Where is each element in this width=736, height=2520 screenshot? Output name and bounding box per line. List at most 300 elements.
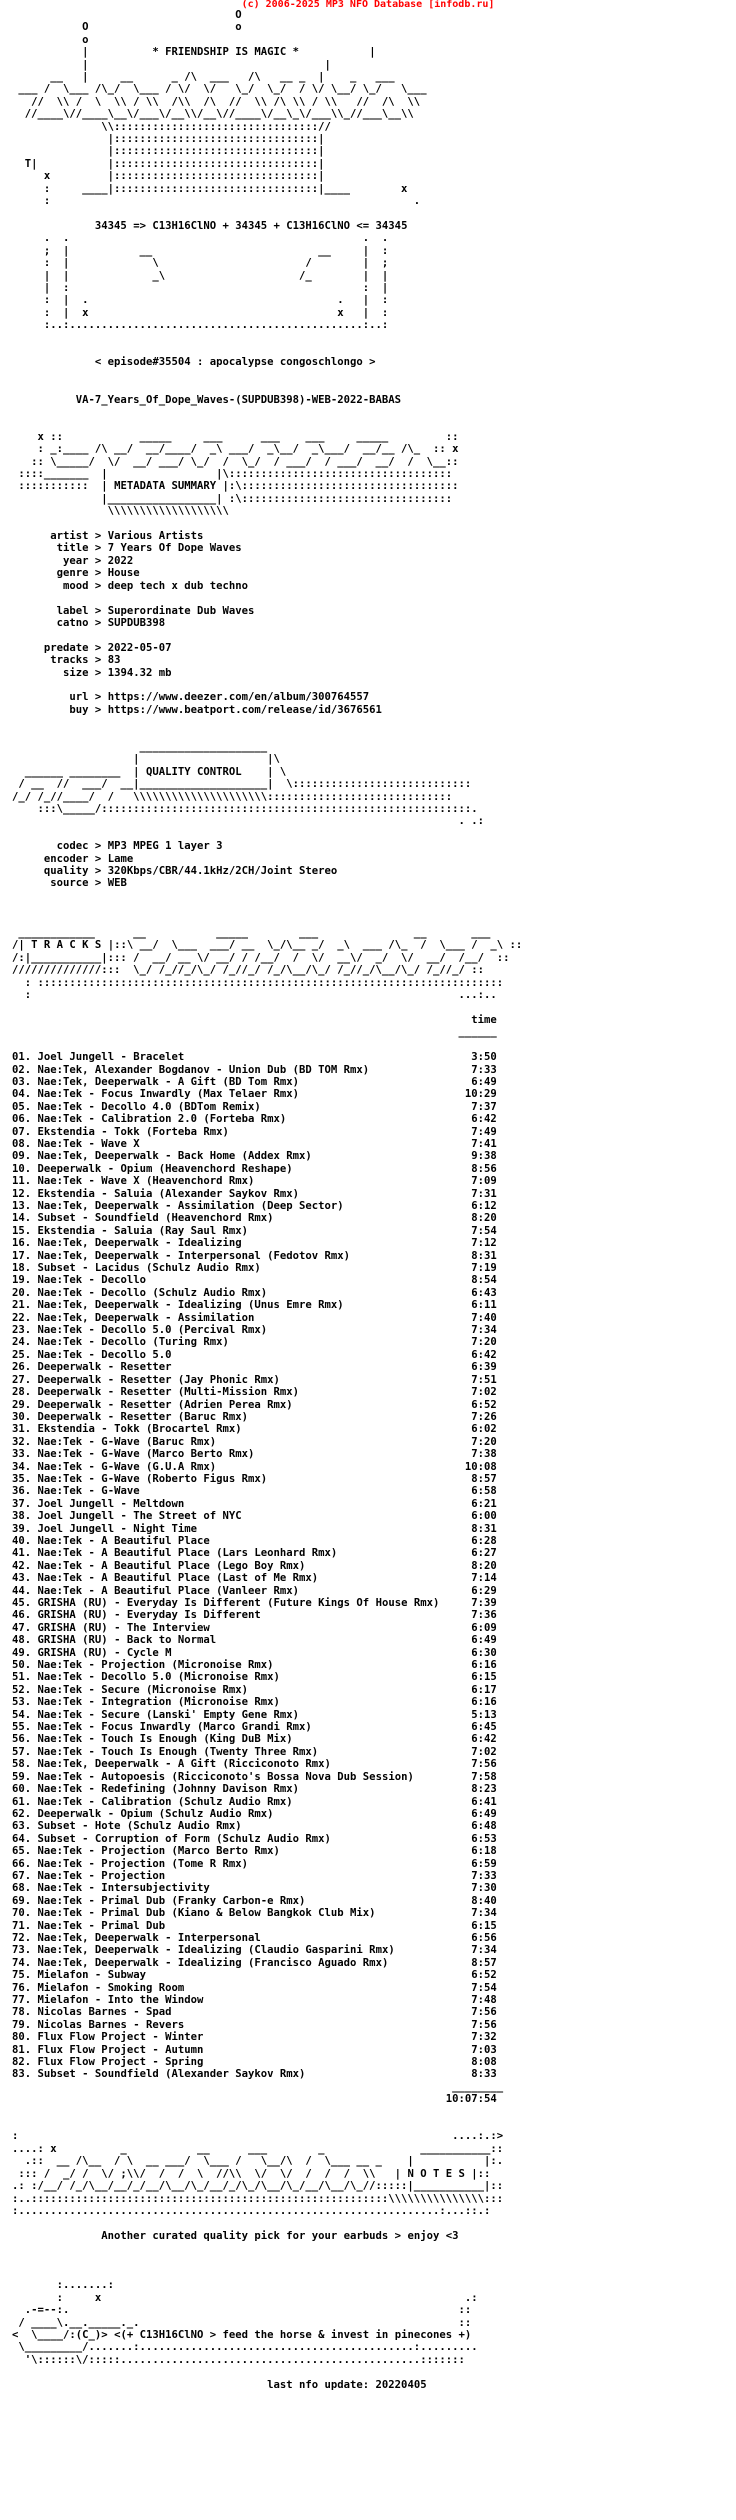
track-row: 83. Subset - Soundfield (Alexander Saykov Rmx) 8:33 xyxy=(12,2068,497,2081)
track-time: 7:56 xyxy=(471,2006,497,2019)
metadata-value: Various Artists xyxy=(107,530,204,543)
track-title: Nae:Tek, Deeperwalk - Assimilation (Deep Sector) xyxy=(37,1200,344,1212)
track-number: 73 xyxy=(12,1944,25,1957)
track-time: 7:56 xyxy=(471,2018,497,2031)
metadata-value: deep tech x dub techno xyxy=(107,579,249,592)
track-title: Nae:Tek - Touch Is Enough (Twenty Three Rmx) xyxy=(37,1745,319,1758)
track-time: 7:09 xyxy=(471,1175,497,1188)
time-header: time xyxy=(471,1013,497,1026)
track-time: 8:31 xyxy=(471,1522,497,1535)
track-time: 6:00 xyxy=(471,1510,497,1523)
track-title: Nae:Tek, Deeperwalk - Interpersonal (Fedotov Rmx) xyxy=(37,1249,351,1262)
track-title: Nae:Tek - Wave X (Heavenchord Rmx) xyxy=(37,1175,255,1188)
track-title: GRISHA (RU) - Cycle M xyxy=(37,1646,172,1659)
track-time: 7:31 xyxy=(471,1187,497,1200)
track-title: Subset - Hote (Schulz Audio Rmx) xyxy=(37,1820,242,1833)
track-time: 7:34 xyxy=(471,1907,497,1920)
track-title: Nae:Tek - Projection (Micronoise Rmx) xyxy=(37,1659,274,1672)
track-number: 09 xyxy=(12,1150,25,1163)
track-row: 47. GRISHA (RU) - The Interview 6:09 xyxy=(12,1621,497,1634)
track-row: 03. Nae:Tek, Deeperwalk - A Gift (BD Tom Rmx) 6:49 xyxy=(12,1075,497,1088)
track-row: 63. Subset - Hote (Schulz Audio Rmx) 6:48 xyxy=(12,1820,497,1833)
track-title: Nae:Tek, Deeperwalk - Back Home (Addex Rmx) xyxy=(37,1150,312,1163)
track-row: 76. Mielafon - Smoking Room 7:54 xyxy=(12,1981,497,1994)
track-time: 6:28 xyxy=(471,1534,497,1547)
track-number: 35 xyxy=(12,1472,25,1485)
track-number: 39 xyxy=(12,1522,25,1535)
track-time: 7:58 xyxy=(471,1770,497,1783)
track-row: 20. Nae:Tek - Decollo (Schulz Audio Rmx) 6:43 xyxy=(12,1286,497,1299)
track-number: 80 xyxy=(12,2031,25,2044)
track-number: 32 xyxy=(12,1435,25,1448)
track-number: 52 xyxy=(12,1683,25,1696)
track-title: Nae:Tek - Redefining (Johnny Davison Rmx) xyxy=(37,1783,300,1796)
track-row: 69. Nae:Tek - Primal Dub (Franky Carbon-e Rmx) 8:40 xyxy=(12,1894,497,1907)
track-title: Nae:Tek - G-Wave (Marco Berto Rmx) xyxy=(37,1448,255,1461)
track-row: 19. Nae:Tek - Decollo 8:54 xyxy=(12,1274,497,1287)
track-row: 13. Nae:Tek, Deeperwalk - Assimilation (Deep Sector) 6:12 xyxy=(12,1200,497,1212)
track-number: 23 xyxy=(12,1324,25,1337)
track-number: 29 xyxy=(12,1398,25,1411)
track-time: 7:49 xyxy=(471,1125,497,1138)
track-title: GRISHA (RU) - Everyday Is Different (Future Kings Of House Rmx) xyxy=(37,1597,440,1609)
metadata-value: https://www.beatport.com/release/id/3676561 xyxy=(107,703,382,716)
track-row: 74. Nae:Tek, Deeperwalk - Idealizing (Francisco Aguado Rmx) 8:57 xyxy=(12,1956,497,1969)
track-title: Nicolas Barnes - Revers xyxy=(37,2018,185,2031)
track-row: 28. Deeperwalk - Resetter (Multi-Mission Rmx) 7:02 xyxy=(12,1386,497,1399)
notes-text: Another curated quality pick for your earbuds > enjoy <3 xyxy=(101,2229,459,2242)
track-number: 12 xyxy=(12,1187,25,1200)
metadata-key: url xyxy=(12,691,89,704)
track-row: 06. Nae:Tek - Calibration 2.0 (Forteba Rmx) 6:42 xyxy=(12,1113,497,1126)
track-number: 83 xyxy=(12,2068,25,2081)
track-row: 23. Nae:Tek - Decollo 5.0 (Percival Rmx) 7:34 xyxy=(12,1324,497,1337)
track-time: 6:11 xyxy=(471,1299,497,1312)
track-row: 52. Nae:Tek - Secure (Micronoise Rmx) 6:17 xyxy=(12,1683,497,1696)
track-title: GRISHA (RU) - The Interview xyxy=(37,1621,210,1634)
metadata-row: buy > https://www.beatport.com/release/id/3676561 xyxy=(12,703,382,716)
track-number: 71 xyxy=(12,1919,25,1932)
track-title: Deeperwalk - Resetter (Jay Phonic Rmx) xyxy=(37,1373,280,1386)
track-time: 8:08 xyxy=(471,2056,497,2069)
track-time: 8:20 xyxy=(471,1559,497,1572)
section-tracks: T R A C K S xyxy=(31,939,102,952)
track-time: 8:23 xyxy=(471,1783,497,1796)
track-title: Nae:Tek - A Beautiful Place (Last of Me Rmx) xyxy=(37,1572,319,1585)
track-number: 77 xyxy=(12,1994,25,2006)
track-time: 6:21 xyxy=(471,1497,497,1510)
track-number: 41 xyxy=(12,1547,25,1560)
track-row: 18. Subset - Lacidus (Schulz Audio Rmx) 7:19 xyxy=(12,1262,497,1275)
track-number: 56 xyxy=(12,1733,25,1746)
track-time: 6:43 xyxy=(471,1286,497,1299)
track-time: 7:20 xyxy=(471,1435,497,1448)
track-title: Nae:Tek - Decollo 5.0 (Percival Rmx) xyxy=(37,1324,268,1337)
track-row: 22. Nae:Tek, Deeperwalk - Assimilation 7:40 xyxy=(12,1311,497,1324)
metadata-key: year xyxy=(12,554,89,567)
track-number: 02 xyxy=(12,1063,25,1076)
track-title: Joel Jungell - Meltdown xyxy=(37,1497,185,1510)
track-time: 6:02 xyxy=(471,1423,497,1436)
section-metadata: METADATA SUMMARY xyxy=(114,480,217,493)
track-number: 31 xyxy=(12,1423,25,1436)
track-title: Nae:Tek - Decollo (Schulz Audio Rmx) xyxy=(37,1286,268,1299)
metadata-row: title > 7 Years Of Dope Waves xyxy=(12,542,242,555)
metadata-value: 1394.32 mb xyxy=(107,666,172,679)
track-row: 35. Nae:Tek - G-Wave (Roberto Figus Rmx) 8:57 xyxy=(12,1472,497,1485)
track-title: Nae:Tek - G-Wave (Roberto Figus Rmx) xyxy=(37,1472,268,1485)
track-row: 29. Deeperwalk - Resetter (Adrien Perea Rmx) 6:52 xyxy=(12,1398,497,1411)
track-time: 8:56 xyxy=(471,1162,497,1175)
metadata-row: year > 2022 xyxy=(12,554,134,567)
track-row: 41. Nae:Tek - A Beautiful Place (Lars Leonhard Rmx) 6:27 xyxy=(12,1547,497,1560)
track-number: 53 xyxy=(12,1696,25,1709)
track-row: 43. Nae:Tek - A Beautiful Place (Last of Me Rmx) 7:14 xyxy=(12,1572,497,1585)
track-title: Joel Jungell - Night Time xyxy=(37,1522,197,1535)
track-row: 71. Nae:Tek - Primal Dub 6:15 xyxy=(12,1919,497,1932)
track-number: 17 xyxy=(12,1249,25,1262)
track-title: Nae:Tek - Decollo 4.0 (BDTom Remix) xyxy=(37,1100,261,1113)
track-number: 54 xyxy=(12,1708,25,1721)
track-title: Mielafon - Subway xyxy=(37,1969,146,1982)
track-time: 7:14 xyxy=(471,1572,497,1585)
track-time: 7:02 xyxy=(471,1745,497,1758)
track-number: 21 xyxy=(12,1299,25,1312)
track-title: Flux Flow Project - Spring xyxy=(37,2056,204,2069)
track-number: 76 xyxy=(12,1981,25,1994)
track-title: Deeperwalk - Resetter xyxy=(37,1361,172,1374)
track-row: 24. Nae:Tek - Decollo (Turing Rmx) 7:20 xyxy=(12,1336,497,1349)
track-time: 6:09 xyxy=(471,1621,497,1634)
track-row: 51. Nae:Tek - Decollo 5.0 (Micronoise Rmx) 6:15 xyxy=(12,1671,497,1684)
track-row: 66. Nae:Tek - Projection (Tome R Rmx) 6:59 xyxy=(12,1857,497,1870)
track-row: 59. Nae:Tek - Autopoesis (Ricciconoto's Bossa Nova Dub Session) 7:58 xyxy=(12,1770,497,1783)
track-number: 08 xyxy=(12,1137,25,1150)
metadata-value: SUPDUB398 xyxy=(107,616,166,629)
track-time: 7:32 xyxy=(471,2031,497,2044)
track-row: 44. Nae:Tek - A Beautiful Place (Vanleer Rmx) 6:29 xyxy=(12,1584,497,1597)
track-time: 7:56 xyxy=(471,1758,497,1771)
track-row: 56. Nae:Tek - Touch Is Enough (King DuB Mix) 6:42 xyxy=(12,1733,497,1746)
track-row: 07. Ekstendia - Tokk (Forteba Rmx) 7:49 xyxy=(12,1125,497,1138)
track-number: 14 xyxy=(12,1212,25,1225)
track-time: 8:54 xyxy=(471,1274,497,1287)
metadata-row: catno > SUPDUB398 xyxy=(12,616,166,629)
track-title: Mielafon - Smoking Room xyxy=(37,1981,185,1994)
track-title: Ekstendia - Tokk (Forteba Rmx) xyxy=(37,1125,229,1138)
track-row: 40. Nae:Tek - A Beautiful Place 6:28 xyxy=(12,1534,497,1547)
track-time: 6:56 xyxy=(471,1931,497,1944)
track-row: 64. Subset - Corruption of Form (Schulz Audio Rmx) 6:53 xyxy=(12,1832,497,1845)
track-row: 46. GRISHA (RU) - Everyday Is Different 7:36 xyxy=(12,1609,497,1622)
track-row: 36. Nae:Tek - G-Wave 6:58 xyxy=(12,1485,497,1498)
track-number: 59 xyxy=(12,1770,25,1783)
track-row: 45. GRISHA (RU) - Everyday Is Different (Future Kings Of House Rmx) 7:39 xyxy=(12,1597,497,1609)
quality-key: quality xyxy=(12,865,89,878)
track-number: 38 xyxy=(12,1510,25,1523)
metadata-row: url > https://www.deezer.com/en/album/300764557 xyxy=(12,691,370,704)
track-time: 7:39 xyxy=(471,1597,497,1609)
track-title: Nae:Tek - Focus Inwardly (Max Telaer Rmx) xyxy=(37,1088,300,1101)
track-title: GRISHA (RU) - Back to Normal xyxy=(37,1634,217,1647)
track-title: Deeperwalk - Opium (Schulz Audio Rmx) xyxy=(37,1807,274,1820)
track-row: 27. Deeperwalk - Resetter (Jay Phonic Rmx) 7:51 xyxy=(12,1373,497,1386)
track-time: 7:41 xyxy=(471,1137,497,1150)
track-row: 38. Joel Jungell - The Street of NYC 6:00 xyxy=(12,1510,497,1523)
track-row: 42. Nae:Tek - A Beautiful Place (Lego Boy Rmx) 8:20 xyxy=(12,1559,497,1572)
track-row: 34. Nae:Tek - G-Wave (G.U.A Rmx) 10:08 xyxy=(12,1460,497,1473)
track-time: 7:34 xyxy=(471,1324,497,1337)
track-number: 18 xyxy=(12,1262,25,1275)
track-number: 50 xyxy=(12,1659,25,1672)
track-number: 64 xyxy=(12,1832,25,1845)
track-title: Nae:Tek - Decollo 5.0 xyxy=(37,1348,172,1361)
metadata-value: House xyxy=(107,567,140,580)
track-title: Joel Jungell - Bracelet xyxy=(37,1051,185,1064)
track-title: Nae:Tek - G-Wave (Baruc Rmx) xyxy=(37,1435,217,1448)
metadata-value: 7 Years Of Dope Waves xyxy=(107,542,242,555)
track-number: 36 xyxy=(12,1485,25,1498)
track-row: 26. Deeperwalk - Resetter 6:39 xyxy=(12,1361,497,1374)
track-row: 14. Subset - Soundfield (Heavenchord Rmx) 8:20 xyxy=(12,1212,497,1225)
track-row: 78. Nicolas Barnes - Spad 7:56 xyxy=(12,2006,497,2019)
metadata-row: genre > House xyxy=(12,567,140,580)
quality-key: source xyxy=(12,877,89,890)
track-time: 6:58 xyxy=(471,1485,497,1498)
track-row: 17. Nae:Tek, Deeperwalk - Interpersonal (Fedotov Rmx) 8:31 xyxy=(12,1249,497,1262)
track-row: 33. Nae:Tek - G-Wave (Marco Berto Rmx) 7:38 xyxy=(12,1448,497,1461)
track-time: 6:12 xyxy=(471,1200,497,1212)
track-number: 72 xyxy=(12,1931,25,1944)
track-title: Nae:Tek - Projection (Marco Berto Rmx) xyxy=(37,1845,280,1858)
track-row: 79. Nicolas Barnes - Revers 7:56 xyxy=(12,2018,497,2031)
track-number: 22 xyxy=(12,1311,25,1324)
track-row: 61. Nae:Tek - Calibration (Schulz Audio Rmx) 6:41 xyxy=(12,1795,497,1808)
track-number: 47 xyxy=(12,1621,25,1634)
track-title: Ekstendia - Tokk (Brocartel Rmx) xyxy=(37,1423,242,1436)
track-number: 75 xyxy=(12,1969,25,1982)
track-time: 7:34 xyxy=(471,1944,497,1957)
track-time: 7:40 xyxy=(471,1311,497,1324)
metadata-key: size xyxy=(12,666,89,679)
footer-update: last nfo update: 20220405 xyxy=(267,2378,427,2391)
track-title: Subset - Lacidus (Schulz Audio Rmx) xyxy=(37,1262,261,1275)
track-number: 81 xyxy=(12,2043,25,2056)
track-title: Nae:Tek - Integration (Micronoise Rmx) xyxy=(37,1696,280,1709)
quality-value: WEB xyxy=(107,877,127,890)
track-title: Nae:Tek, Deeperwalk - Idealizing xyxy=(37,1237,242,1250)
track-time: 6:59 xyxy=(471,1857,497,1870)
track-title: Ekstendia - Saluia (Ray Saul Rmx) xyxy=(37,1224,249,1237)
track-time: 7:51 xyxy=(471,1373,497,1386)
track-number: 74 xyxy=(12,1956,25,1969)
track-number: 66 xyxy=(12,1857,25,1870)
track-row: 77. Mielafon - Into the Window 7:48 xyxy=(12,1994,497,2006)
track-time: 6:18 xyxy=(471,1845,497,1858)
track-time: 6:42 xyxy=(471,1733,497,1746)
track-time: 7:19 xyxy=(471,1262,497,1275)
track-row: 31. Ekstendia - Tokk (Brocartel Rmx) 6:02 xyxy=(12,1423,497,1436)
track-time: 7:38 xyxy=(471,1448,497,1461)
track-time: 7:36 xyxy=(471,1609,497,1622)
track-number: 49 xyxy=(12,1646,25,1659)
track-title: Deeperwalk - Opium (Heavenchord Reshape) xyxy=(37,1162,293,1175)
track-row: 10. Deeperwalk - Opium (Heavenchord Reshape) 8:56 xyxy=(12,1162,497,1175)
track-number: 40 xyxy=(12,1534,25,1547)
track-number: 44 xyxy=(12,1584,25,1597)
track-row: 09. Nae:Tek, Deeperwalk - Back Home (Addex Rmx) 9:38 xyxy=(12,1150,497,1163)
track-title: Nae:Tek, Deeperwalk - Interpersonal xyxy=(37,1931,261,1944)
track-time: 8:57 xyxy=(471,1472,497,1485)
track-row: 65. Nae:Tek - Projection (Marco Berto Rmx) 6:18 xyxy=(12,1845,497,1858)
track-title: Joel Jungell - The Street of NYC xyxy=(37,1510,242,1523)
footer-tagline: <(+ C13H16ClNO > feed the horse & invest in pinecones +) xyxy=(114,2328,472,2341)
metadata-key: genre xyxy=(12,567,89,580)
track-title: Nae:Tek, Deeperwalk - A Gift (Ricciconoto Rmx) xyxy=(37,1758,331,1771)
track-number: 61 xyxy=(12,1795,25,1808)
track-time: 9:38 xyxy=(471,1150,497,1163)
track-row: 30. Deeperwalk - Resetter (Baruc Rmx) 7:26 xyxy=(12,1410,497,1423)
track-title: Nae:Tek - G-Wave (G.U.A Rmx) xyxy=(37,1460,217,1473)
track-time: 6:17 xyxy=(471,1683,497,1696)
track-time: 6:48 xyxy=(471,1820,497,1833)
quality-key: codec xyxy=(12,840,89,853)
track-number: 06 xyxy=(12,1113,25,1126)
track-number: 68 xyxy=(12,1882,25,1895)
metadata-row: artist > Various Artists xyxy=(12,530,204,543)
track-title: Subset - Soundfield (Alexander Saykov Rmx) xyxy=(37,2068,306,2081)
track-time: 10:29 xyxy=(464,1088,497,1101)
track-row: 08. Nae:Tek - Wave X 7:41 xyxy=(12,1137,497,1150)
track-time: 7:20 xyxy=(471,1336,497,1349)
track-number: 69 xyxy=(12,1894,25,1907)
quality-row: source > WEB xyxy=(12,877,127,890)
track-title: Nae:Tek - Projection xyxy=(37,1869,166,1882)
track-title: Nae:Tek - Calibration 2.0 (Forteba Rmx) xyxy=(37,1113,287,1126)
track-time: 7:48 xyxy=(471,1994,497,2006)
track-time: 7:37 xyxy=(471,1100,497,1113)
track-time: 6:30 xyxy=(471,1646,497,1659)
track-time: 6:42 xyxy=(471,1113,497,1126)
track-row: 37. Joel Jungell - Meltdown 6:21 xyxy=(12,1497,497,1510)
track-number: 10 xyxy=(12,1162,25,1175)
release-name: VA-7_Years_Of_Dope_Waves-(SUPDUB398)-WEB-2022-BABAS xyxy=(75,393,402,406)
track-time: 6:41 xyxy=(471,1795,497,1808)
track-row: 11. Nae:Tek - Wave X (Heavenchord Rmx) 7:09 xyxy=(12,1175,497,1188)
metadata-key: artist xyxy=(12,530,89,543)
metadata-key: tracks xyxy=(12,654,89,667)
track-number: 03 xyxy=(12,1075,25,1088)
track-title: Nae:Tek - A Beautiful Place (Lars Leonhard Rmx) xyxy=(37,1547,338,1560)
track-row: 60. Nae:Tek - Redefining (Johnny Davison Rmx) 8:23 xyxy=(12,1783,497,1796)
track-row: 70. Nae:Tek - Primal Dub (Kiano & Below Bangkok Club Mix) 7:34 xyxy=(12,1907,497,1920)
track-number: 28 xyxy=(12,1386,25,1399)
track-number: 65 xyxy=(12,1845,25,1858)
track-row: 15. Ekstendia - Saluia (Ray Saul Rmx) 7:54 xyxy=(12,1224,497,1237)
track-time: 8:40 xyxy=(471,1894,497,1907)
track-time: 6:29 xyxy=(471,1584,497,1597)
group-line: 34345 => C13H16ClNO + 34345 + C13H16ClNO <= 34345 xyxy=(94,219,408,232)
track-number: 15 xyxy=(12,1224,25,1237)
metadata-row: size > 1394.32 mb xyxy=(12,666,172,679)
track-number: 25 xyxy=(12,1348,25,1361)
track-number: 30 xyxy=(12,1410,25,1423)
track-title: Deeperwalk - Resetter (Adrien Perea Rmx) xyxy=(37,1398,293,1411)
track-number: 78 xyxy=(12,2006,25,2019)
track-row: 55. Nae:Tek - Focus Inwardly (Marco Grandi Rmx) 6:45 xyxy=(12,1721,497,1734)
track-number: 57 xyxy=(12,1745,25,1758)
track-title: Nae:Tek - Secure (Lanski' Empty Gene Rmx) xyxy=(37,1708,300,1721)
track-row: 73. Nae:Tek, Deeperwalk - Idealizing (Claudio Gasparini Rmx) 7:34 xyxy=(12,1944,497,1957)
track-row: 53. Nae:Tek - Integration (Micronoise Rmx) 6:16 xyxy=(12,1696,497,1709)
track-title: Flux Flow Project - Autumn xyxy=(37,2043,204,2056)
track-row: 81. Flux Flow Project - Autumn 7:03 xyxy=(12,2043,497,2056)
metadata-key: catno xyxy=(12,616,89,629)
track-title: Deeperwalk - Resetter (Baruc Rmx) xyxy=(37,1410,249,1423)
top-banner: * FRIENDSHIP IS MAGIC * xyxy=(152,46,300,59)
track-row: 21. Nae:Tek, Deeperwalk - Idealizing (Unus Emre Rmx) 6:11 xyxy=(12,1299,497,1312)
track-number: 20 xyxy=(12,1286,25,1299)
track-title: Subset - Corruption of Form (Schulz Audio Rmx) xyxy=(37,1832,331,1845)
track-time: 6:52 xyxy=(471,1969,497,1982)
metadata-value: 2022-05-07 xyxy=(107,641,172,654)
track-title: Nae:Tek - Primal Dub (Franky Carbon-e Rmx) xyxy=(37,1894,306,1907)
quality-row: codec > MP3 MPEG 1 layer 3 xyxy=(12,840,223,853)
quality-value: 320Kbps/CBR/44.1kHz/2CH/Joint Stereo xyxy=(107,865,338,878)
metadata-row: label > Superordinate Dub Waves xyxy=(12,604,255,617)
quality-value: Lame xyxy=(107,852,134,865)
track-row: 12. Ekstendia - Saluia (Alexander Saykov Rmx) 7:31 xyxy=(12,1187,497,1200)
track-title: Flux Flow Project - Winter xyxy=(37,2031,204,2044)
track-time: 6:49 xyxy=(471,1807,497,1820)
track-number: 79 xyxy=(12,2018,25,2031)
track-number: 48 xyxy=(12,1634,25,1647)
track-number: 45 xyxy=(12,1597,25,1609)
track-row: 58. Nae:Tek, Deeperwalk - A Gift (Ricciconoto Rmx) 7:56 xyxy=(12,1758,497,1771)
track-number: 62 xyxy=(12,1807,25,1820)
episode-line: < episode#35504 : apocalypse congoschlongo > xyxy=(94,356,376,369)
track-title: Nae:Tek - Wave X xyxy=(37,1137,140,1150)
track-title: Ekstendia - Saluia (Alexander Saykov Rmx) xyxy=(37,1187,300,1200)
track-title: Nae:Tek - A Beautiful Place (Vanleer Rmx) xyxy=(37,1584,300,1597)
metadata-value: https://www.deezer.com/en/album/300764557 xyxy=(107,691,370,704)
track-number: 67 xyxy=(12,1869,25,1882)
track-time: 6:39 xyxy=(471,1361,497,1374)
track-row: 16. Nae:Tek, Deeperwalk - Idealizing 7:12 xyxy=(12,1237,497,1250)
track-title: Nae:Tek, Deeperwalk - Idealizing (Unus Emre Rmx) xyxy=(37,1299,344,1312)
track-row: 02. Nae:Tek, Alexander Bogdanov - Union Dub (BD TOM Rmx) 7:33 xyxy=(12,1063,497,1076)
track-time: 6:16 xyxy=(471,1696,497,1709)
metadata-key: mood xyxy=(12,579,89,592)
track-number: 13 xyxy=(12,1200,25,1212)
section-notes: N O T E S xyxy=(407,2167,465,2180)
track-title: Nicolas Barnes - Spad xyxy=(37,2006,172,2019)
track-title: Subset - Soundfield (Heavenchord Rmx) xyxy=(37,1212,274,1225)
track-number: 19 xyxy=(12,1274,25,1287)
track-title: Deeperwalk - Resetter (Multi-Mission Rmx) xyxy=(37,1386,300,1399)
track-title: Nae:Tek, Alexander Bogdanov - Union Dub (BD TOM Rmx) xyxy=(37,1063,370,1076)
track-title: Nae:Tek, Deeperwalk - Assimilation xyxy=(37,1311,255,1324)
track-title: Nae:Tek, Deeperwalk - Idealizing (Claudio Gasparini Rmx) xyxy=(37,1944,395,1957)
track-number: 37 xyxy=(12,1497,25,1510)
track-number: 60 xyxy=(12,1783,25,1796)
track-row: 01. Joel Jungell - Bracelet 3:50 xyxy=(12,1051,497,1064)
track-number: 27 xyxy=(12,1373,25,1386)
track-number: 04 xyxy=(12,1088,25,1101)
track-time: 5:13 xyxy=(471,1708,497,1721)
track-row: 50. Nae:Tek - Projection (Micronoise Rmx) 6:16 xyxy=(12,1659,497,1672)
track-row: 32. Nae:Tek - G-Wave (Baruc Rmx) 7:20 xyxy=(12,1435,497,1448)
